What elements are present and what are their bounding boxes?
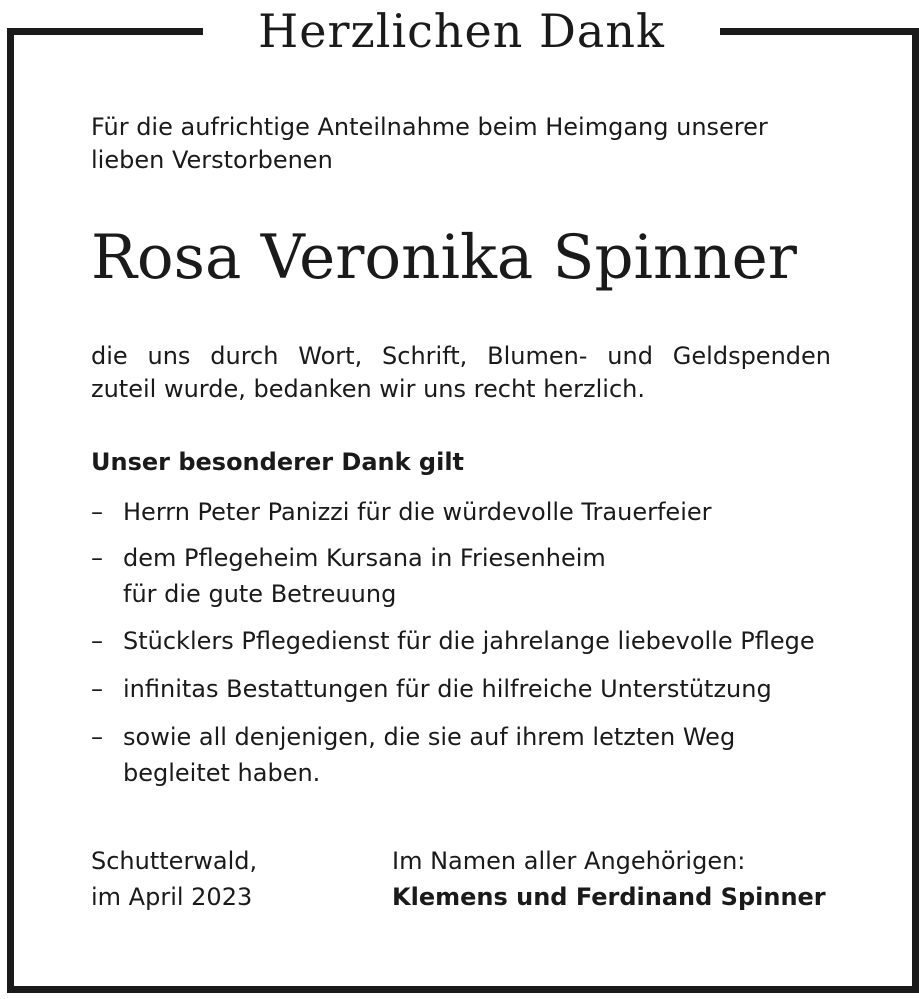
thanks-line-2: zuteil wurde, bedanken wir uns recht herzlich. (91, 375, 646, 403)
signature-names: Klemens und Ferdinand Spinner (392, 883, 826, 911)
list-item-text: infinitas Bestattungen für die hilfreiche Unterstützung (123, 675, 772, 703)
frame-top-right-rule (720, 28, 912, 35)
bullet-dash: – (91, 627, 103, 655)
date: im April 2023 (91, 883, 253, 911)
list-item-text-continued: begleitet haben. (123, 759, 321, 787)
thanks-line-1: die uns durch Wort, Schrift, Blumen- und Geldspenden (91, 342, 831, 370)
bullet-dash: – (91, 675, 103, 703)
deceased-name: Rosa Veronika Spinner (91, 222, 797, 293)
place: Schutterwald, (91, 847, 258, 875)
intro-line-1: Für die aufrichtige Anteilnahme beim Heimgang unserer (91, 113, 768, 141)
signature (392, 843, 826, 915)
special-thanks-heading: Unser besonderer Dank gilt (91, 448, 465, 476)
list-item-text: sowie all denjenigen, die sie auf ihrem letzten Weg (123, 723, 736, 751)
bullet-dash: – (91, 723, 103, 751)
frame-top-left-rule (7, 28, 203, 35)
intro-text (91, 111, 831, 177)
list-item-text: dem Pflegeheim Kursana in Friesenheim (123, 544, 606, 572)
bullet-dash: – (91, 498, 103, 526)
bullet-dash: – (91, 544, 103, 572)
thanks-text (91, 340, 831, 406)
place-date (91, 843, 257, 915)
list-item-text: Herrn Peter Panizzi für die würdevolle Trauerfeier (123, 498, 712, 526)
list-item-text-continued: für die gute Betreuung (123, 580, 397, 608)
signature-intro: Im Namen aller Angehörigen: (392, 847, 746, 875)
intro-line-2: lieben Verstorbenen (91, 146, 333, 174)
headline: Herzlichen Dank (258, 4, 665, 58)
list-item-text: Stücklers Pflegedienst für die jahrelange liebevolle Pflege (123, 627, 815, 655)
